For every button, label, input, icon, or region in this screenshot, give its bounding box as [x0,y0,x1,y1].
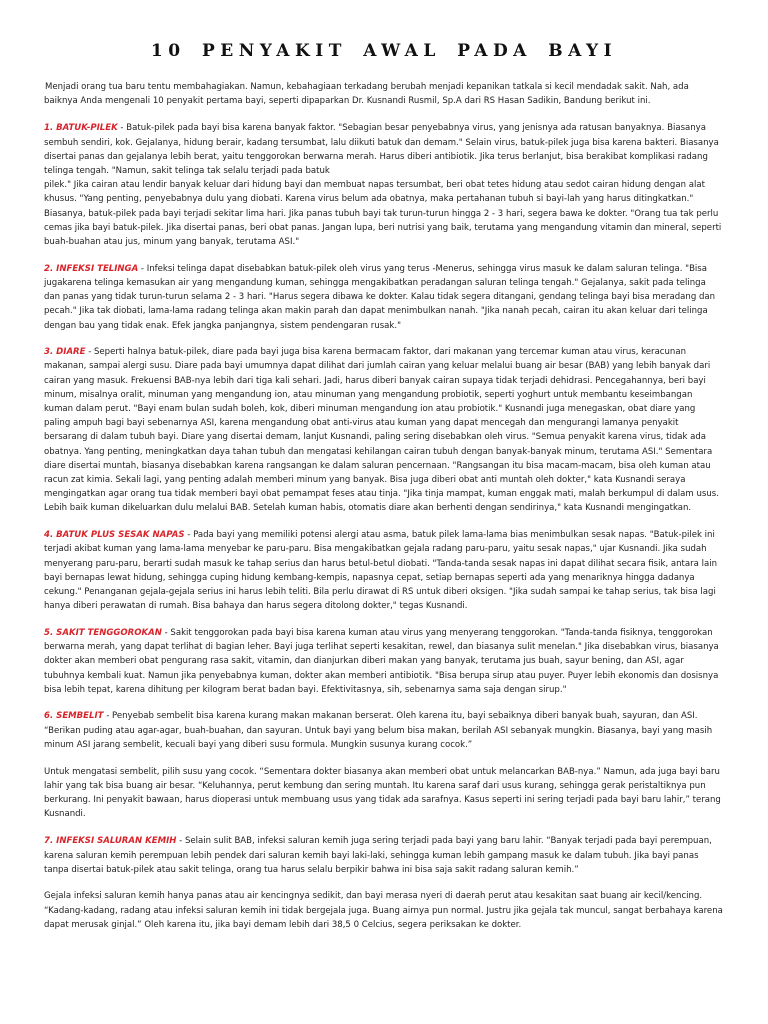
section-paragraph [44,834,724,877]
section-text: - Pada bayi yang memiliki potensi alergi atau asma, batuk pilek lama-lama bias menimbulkan sesak napas. "Batuk-pilek ini terjadi akibat kuman yang lama-lama menyebar ke paru-paru. Bisa mengakibatkan gejala radang paru-paru, yaitu sesak napas," ujar Kusnandi. Jika sudah menyerang paru-paru, berarti sudah masuk ke tahap serius dan harus betul-betul diobati. "Tanda-tanda sesak napas ini dapat dilihat secara fisik, antara lain bayi bernapas lewat hidung, sehingga cuping hidung kembang-kempis, napasnya cepat, setiap bernapas seperti ada yang menariknya hingga dadanya cekung." Penanganan gejala-gejala serius ini harus lebih teliti. Bila perlu dirawat di RS untuk diberi oksigen. "Jika sudah sampai ke tahap serius, tak bisa lagi hanya diberi perawatan di rumah. Bisa bahaya dan harus segera ditolong dokter," tegas Kusnandi. [44,530,717,612]
section-heading: 3. DIARE [44,347,86,358]
section-paragraph-2: Gejala infeksi saluran kemih hanya panas atau air kencingnya sedikit, dan bayi merasa nyeri di daerah perut atau kesakitan saat buang air kecil/kencing. “Kadang-kadang, radang atau infeksi saluran kemih ini tidak bergejala juga. Buang airnya pun normal. Justru jika gejala tak muncul, sangat berbahaya karena dapat merusak ginjal.” Oleh karena itu, jika bayi demam lebih dari 38,5 0 Celcius, segera periksakan ke dokter. [44,891,723,930]
section-paragraph [44,709,724,752]
section-batuk-plus-sesak-napas [44,528,724,613]
section-text: - Seperti halnya batuk-pilek, diare pada bayi juga bisa karena bermacam faktor, dari makanan yang tercemar kuman atau virus, keracunan makanan, sampai alergi susu. Diare pada bayi umumnya dapat dilihat dari jumlah cairan yang keluar melalui buang air besar (BAB) yang lebih banyak dari cairan yang masuk. Frekuensi BAB-nya lebih dari tiga kali sehari. Jadi, harus diberi banyak cairan supaya tidak terjadi dehidrasi. Pencegahannya, beri bayi minum, misalnya oralit, minuman yang mengandung ion, atau minuman yang mengandung probiotik, seperti yoghurt untuk membantu keseimbangan kuman dalam perut. "Bayi enam bulan sudah boleh, kok, diberi minuman mengandung ion atau probiotik." Kusnandi juga menegaskan, obat diare yang paling ampuh bagi bayi sebenarnya ASI, karena mengandung obat anti-virus atau kuman yang dapat mencegah dan mengurangi lamanya penyakit bersarang di dalam tubuh bayi. Diare yang disertai demam, lanjut Kusnandi, paling sering disebabkan oleh virus. "Semua penyakit karena virus, tidak ada obatnya. Yang penting, meningkatkan daya tahan tubuh dan mengatasi kehilangan cairan tubuh dengan banyak-banyak minum, terutama ASI." Sementara diare disertai muntah, biasanya disebabkan karena rangsangan ke dalam saluran pencernaan. "Rangsangan itu bisa macam-macam, bisa oleh kuman atau racun zat kimia. Sekali lagi, yang penting adalah memberi minum yang banyak. Bisa juga diberi obat anti muntah oleh dokter," kata Kusnandi seraya mengingatkan agar orang tua tidak memberi bayi obat pemampat feses atau tinja. "Jika tinja mampat, kuman enggak mati, malah berkumpul di dalam usus. Lebih baik kuman dikeluarkan dulu melalui BAB. Setelah kuman habis, otomatis diare akan berhenti dengan sendirinya," kata Kusnandi mengingatkan. [44,347,719,514]
section-paragraph [44,528,724,613]
intro-paragraph: Menjadi orang tua baru tentu membahagiakan. Namun, kebahagiaan terkadang berubah menjadi kepanikan tatkala si kecil mendadak sakit. Nah, ada baiknya Anda mengenali 10 penyakit pertama bayi, seperti dipaparkan Dr. Kusnandi Rusmil, Sp.A dari RS Hasan Sadikin, Bandung berikut ini. [44,82,689,107]
section-heading: 5. SAKIT TENGGOROKAN [44,627,162,638]
section-sakit-tenggorokan [44,626,724,697]
section-infeksi-saluran-kemih [44,834,724,932]
section-batuk-pilek [44,121,724,249]
section-paragraph [44,121,724,249]
section-paragraph [44,262,724,333]
section-infeksi-telinga [44,262,724,333]
document-title: 10 PENYAKIT AWAL PADA BAYI [150,41,618,61]
section-heading: 6. SEMBELIT [44,711,104,722]
section-diare [44,345,724,515]
section-text: - Selain sulit BAB, infeksi saluran kemih juga sering terjadi pada bayi yang baru lahir. “Banyak terjadi pada bayi perempuan, karena saluran kemih perempuan lebih pendek dari saluran kemih bayi laki-laki, sehingga kuman lebih gampang masuk ke dalam tubuh. Jika bayi panas tanpa disertai batuk-pilek atau sakit telinga, orang tua harus selalu berpikir bahwa ini bisa saja sakit radang saluran kemih.” [44,836,712,875]
section-paragraph [44,345,724,515]
section-text: - Sakit tenggorokan pada bayi bisa karena kuman atau virus yang menyerang tenggorokan. "Tanda-tanda fisiknya, tenggorokan berwarna merah, yang dapat terlihat di bagian leher. Bayi juga terlihat seperti kesakitan, rewel, dan biasanya sulit menelan." Jika disebabkan virus, biasanya dokter akan memberi obat pengurang rasa sakit, vitamin, dan dianjurkan diberi makan yang banyak, terutama jus buah, sayur bening, dan ASI, agar tubuhnya kembali kuat. Namun jika penyebabnya kuman, dokter akan memberi antibiotik. "Bisa berupa sirup atau puyer. Puyer lebih ekonomis dan dosisnya bisa lebih tepat, karena dihitung per kilogram berat badan bayi. Efektivitasnya, sih, sebenarnya sama saja dengan sirup." [44,627,719,695]
section-sembelit [44,709,724,821]
section-heading: 4. BATUK PLUS SESAK NAPAS [44,530,185,541]
section-heading: 2. INFEKSI TELINGA [44,263,139,274]
section-text: - Batuk-pilek pada bayi bisa karena banyak faktor. "Sebagian besar penyebabnya virus, yang jenisnya ada ratusan banyaknya. Biasanya sembuh sendiri, kok. Gejalanya, hidung berair, kadang tersumbat, lalu diikuti batuk dan demam." Selain virus, batuk-pilek juga bisa karena bakteri. Biasanya disertai panas dan gejalanya lebih berat, yaitu tenggorokan berwarna merah. Harus diberi antibiotik. Jika terus berlanjut, bisa berakibat komplikasi radang telinga tengah. "Namun, sakit telinga tak selalu terjadi pada batuk [44,123,719,177]
section-text: - Infeksi telinga dapat disebabkan batuk-pilek oleh virus yang terus -Menerus, sehingga virus masuk ke dalam saluran telinga. "Bisa jugakarena telinga kemasukan air yang mengandung kuman, sehingga mengakibatkan peradangan saluran telinga tengah." Gejalanya, sakit pada telinga dan panas yang tidak turun-turun selama 2 - 3 hari. "Harus segera dibawa ke dokter. Kalau tidak segera ditangani, gendang telinga bayi bisa meradang dan pecah." Jika tak diobati, lama-lama radang telinga akan makin parah dan dapat menimbulkan nanah. "Jika nanah pecah, cairan itu akan keluar dari telinga dengan bau yang tidak enak. Efek jangka panjangnya, sistem pendengaran rusak." [44,263,716,331]
section-heading: 1. BATUK-PILEK [44,123,118,134]
section-paragraph [44,626,724,697]
section-heading: 7. INFEKSI SALURAN KEMIH [44,836,177,847]
section-paragraph-2: Untuk mengatasi sembelit, pilih susu yang cocok. “Sementara dokter biasanya akan memberi obat untuk melancarkan BAB-nya.” Namun, ada juga bayi baru lahir yang tak bisa buang air besar. “Keluhannya, perut kembung dan sering muntah. Itu karena saraf dari usus kurang, sehingga gerak peristaltiknya pun berkurang. Ini penyakit bawaan, harus dioperasi untuk membuang usus yang tidak ada sarafnya. Kasus seperti ini sering terjadi pada bayi baru lahir,” terang Kusnandi. [44,766,721,820]
section-text-continued: pilek." Jika cairan atau lendir banyak keluar dari hidung bayi dan membuat napas tersumbat, beri obat tetes hidung atau sedot cairan hidung dengan alat khusus. "Yang penting, penyebabnya dulu yang diobati. Karena virus belum ada obatnya, maka pertahanan tubuh si bayi-lah yang harus ditingkatkan." Biasanya, batuk-pilek pada bayi terjadi sekitar lima hari. Jika panas tubuh bayi tak turun-turun hingga 2 - 3 hari, segera bawa ke dokter. "Orang tua tak perlu cemas jika bayi batuk-pilek. Jika disertai panas, beri obat panas. Jangan lupa, beri nutrisi yang baik, terutama yang mengandung vitamin dan mineral, seperti buah-buahan atau jus, minum yang banyak, terutama ASI." [44,180,722,248]
section-text: - Penyebab sembelit bisa karena kurang makan makanan berserat. Oleh karena itu, bayi sebaiknya diberi banyak buah, sayuran, dan ASI. “Berikan puding atau agar-agar, buah-buahan, dan sayuran. Untuk bayi yang belum bisa makan, berilah ASI sebanyak mungkin. Biasanya, bayi yang masih minum ASI jarang sembelit, kecuali bayi yang diberi susu formula. Mungkin susunya kurang cocok.” [44,711,713,750]
